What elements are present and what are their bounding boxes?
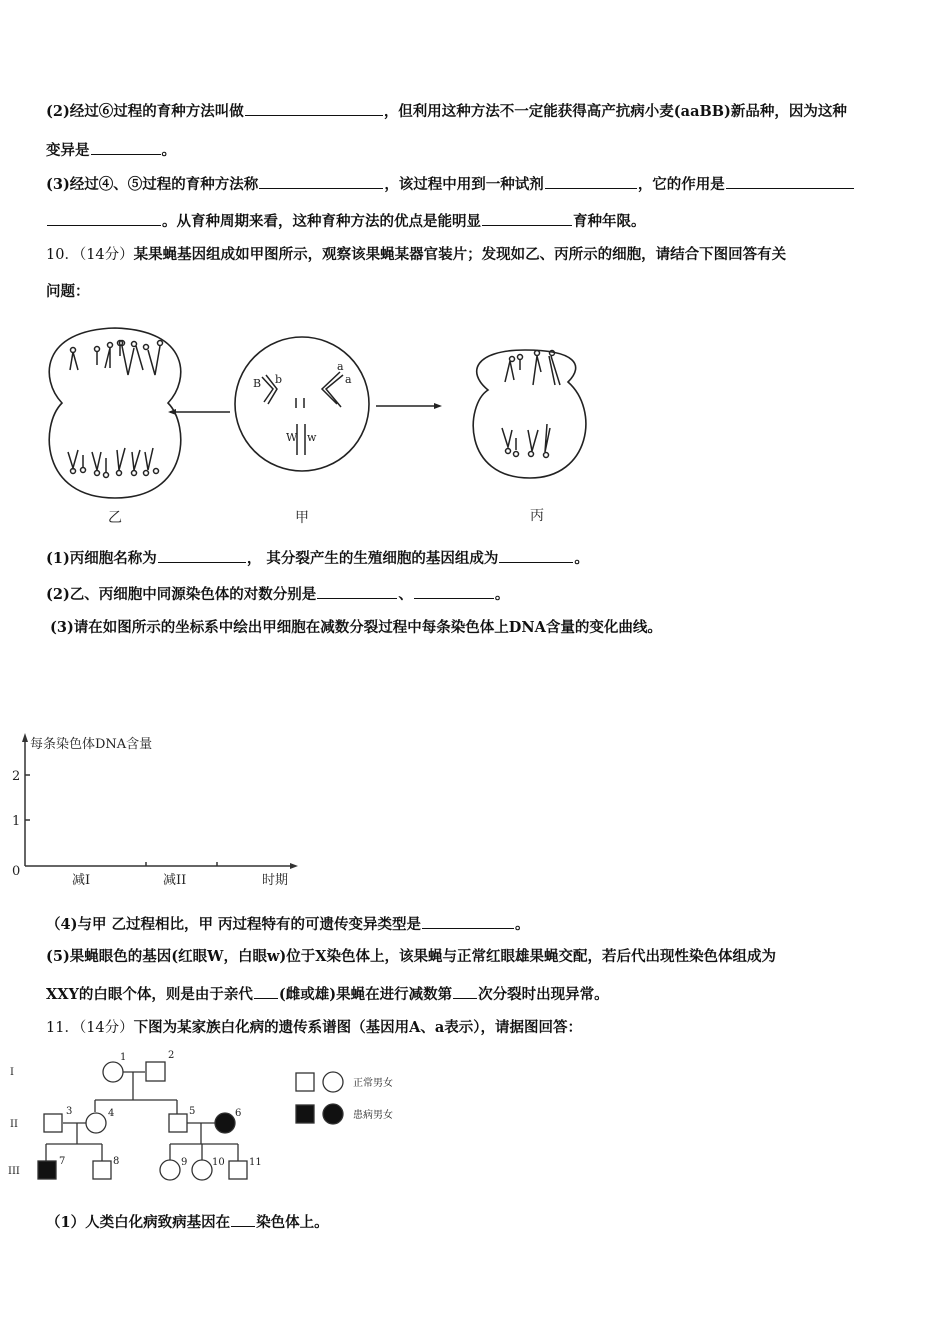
q10-stem-line2	[46, 282, 90, 302]
text: (雌或雄)果蝇在进行减数第	[278, 986, 453, 1003]
x-axis-label: 时期	[262, 873, 289, 888]
answer-blank[interactable]	[545, 174, 637, 189]
answer-blank[interactable]	[726, 174, 854, 189]
label-jia: 甲	[295, 510, 309, 526]
answer-blank[interactable]	[414, 584, 494, 599]
q10-part2	[46, 584, 509, 605]
individual-number: 11	[249, 1157, 262, 1168]
gene-label-W: W	[286, 431, 298, 444]
text: 染色体上。	[256, 1214, 329, 1231]
text: 、	[398, 586, 413, 603]
text: 次分裂时出现异常。	[478, 986, 609, 1003]
q10-part1	[46, 548, 589, 569]
cell-jia-outline	[235, 337, 369, 471]
individual-number: 1	[120, 1052, 127, 1063]
text: 。从育种周期来看，这种育种方法的优点是能明显	[162, 213, 481, 230]
text: 。	[515, 916, 530, 933]
label-bing: 丙	[530, 508, 544, 524]
q10-stem-line1	[46, 245, 786, 265]
text: 下图为某家族白化病的遗传系谱图（基因用A、a表示），请据图回答：	[133, 1019, 583, 1036]
gene-label-a: a	[345, 373, 352, 386]
answer-blank[interactable]	[453, 984, 477, 999]
q9-part3-line1	[46, 174, 855, 195]
male-normal-5	[169, 1114, 187, 1132]
x-tick: 减II	[163, 873, 187, 888]
cell-bing-outline	[473, 350, 586, 478]
x-tick: 减I	[72, 873, 91, 888]
female-normal-10	[192, 1160, 212, 1180]
question-number: 10．（14分）	[46, 247, 134, 263]
answer-blank[interactable]	[158, 548, 246, 563]
text: (2)乙、丙细胞中同源染色体的对数分别是	[46, 586, 317, 603]
legend-normal-male	[296, 1073, 314, 1091]
male-normal-3	[44, 1114, 62, 1132]
text: XXY的白眼个体，则是由于亲代	[46, 986, 253, 1003]
individual-number: 7	[59, 1156, 66, 1167]
answer-blank[interactable]	[482, 211, 572, 226]
q10-part3	[50, 618, 662, 638]
cell-yi-outline	[49, 328, 180, 498]
text: (5)果蝇眼色的基因(红眼W，白眼w)位于X染色体上，该果蝇与正常红眼雄果蝇交配，若后代出现性染色体组成为	[46, 948, 777, 965]
female-affected-6	[215, 1113, 235, 1133]
legend-normal-female	[323, 1072, 343, 1092]
legend-normal-label: 正常男女	[353, 1078, 393, 1089]
text: (1)丙细胞名称为	[46, 550, 157, 567]
answer-blank[interactable]	[317, 584, 397, 599]
answer-blank[interactable]	[231, 1212, 255, 1227]
q11-part1	[46, 1212, 329, 1233]
cell-division-figure	[0, 310, 620, 530]
legend-affected-label: 患病男女	[353, 1110, 393, 1121]
male-normal-8	[93, 1161, 111, 1179]
answer-blank[interactable]	[259, 174, 383, 189]
male-normal-11	[229, 1161, 247, 1179]
y-axis-label: 每条染色体DNA含量	[30, 737, 153, 752]
text: (2)经过⑥过程的育种方法叫做	[46, 103, 244, 120]
answer-blank[interactable]	[91, 140, 161, 155]
pedigree-chart	[0, 1045, 420, 1195]
legend-affected-male	[296, 1105, 314, 1123]
q9-part2-line2	[46, 140, 176, 161]
answer-blank[interactable]	[245, 101, 383, 116]
generation-label: I	[10, 1067, 14, 1078]
individual-number: 10	[212, 1157, 225, 1168]
q10-part4	[46, 914, 530, 935]
q9-part2-line1	[46, 101, 847, 122]
q10-part5-line1	[46, 947, 776, 967]
text: 某果蝇基因组成如甲图所示，观察该果蝇某器官装片；发现如乙、丙所示的细胞，请结合下图回答有关	[133, 246, 787, 263]
individual-number: 3	[66, 1106, 73, 1117]
individual-number: 2	[168, 1050, 175, 1061]
q9-part3-line2	[46, 211, 646, 232]
individual-number: 9	[181, 1157, 188, 1168]
label-yi: 乙	[108, 510, 122, 526]
answer-blank[interactable]	[422, 914, 514, 929]
legend-affected-female	[323, 1104, 343, 1124]
dna-content-axes[interactable]	[0, 725, 320, 895]
chromosomes	[68, 341, 560, 478]
gene-label-b: b	[275, 373, 283, 386]
text: （1）人类白化病致病基因在	[46, 1214, 231, 1231]
text: (3)经过④、⑤过程的育种方法称	[46, 176, 259, 193]
gene-label-B: B	[253, 377, 262, 390]
generation-label: III	[8, 1166, 20, 1177]
text: ，但利用这种方法不一定能获得高产抗病小麦(aaBB)新品种，因为这种	[383, 103, 847, 120]
male-normal-2	[146, 1062, 165, 1081]
gene-label-w: w	[307, 431, 317, 444]
individual-number: 5	[189, 1106, 196, 1117]
female-normal-9	[160, 1160, 180, 1180]
answer-blank[interactable]	[499, 548, 573, 563]
text: ，该过程中用到一种试剂	[384, 176, 544, 193]
individual-number: 4	[108, 1108, 115, 1119]
text: 。	[574, 550, 589, 567]
y-tick: 1	[12, 814, 21, 829]
text: 问题：	[46, 283, 90, 300]
q10-part5-line2	[46, 984, 609, 1005]
male-affected-7	[38, 1161, 56, 1179]
text: 。	[494, 586, 510, 603]
text: ，它的作用是	[637, 176, 725, 193]
text: (3)请在如图所示的坐标系中绘出甲细胞在减数分裂过程中每条染色体上DNA含量的变化曲线。	[50, 619, 662, 636]
female-normal-1	[103, 1062, 123, 1082]
female-normal-4	[86, 1113, 106, 1133]
y-tick: 0	[12, 864, 21, 879]
gene-label-a: a	[337, 360, 344, 373]
answer-blank[interactable]	[47, 211, 161, 226]
individual-number: 6	[235, 1108, 242, 1119]
answer-blank[interactable]	[254, 984, 278, 999]
text: 变异是	[46, 142, 90, 159]
q11-stem	[46, 1018, 582, 1038]
question-number: 11．（14分）	[46, 1020, 134, 1036]
individual-number: 8	[113, 1156, 120, 1167]
text: 育种年限。	[573, 213, 646, 230]
text: ， 其分裂产生的生殖细胞的基因组成为	[246, 550, 499, 567]
y-tick: 2	[12, 769, 21, 784]
text: 。	[161, 142, 176, 159]
text: （4)与甲 乙过程相比，甲 丙过程特有的可遗传变异类型是	[46, 916, 422, 933]
generation-label: II	[10, 1119, 18, 1130]
